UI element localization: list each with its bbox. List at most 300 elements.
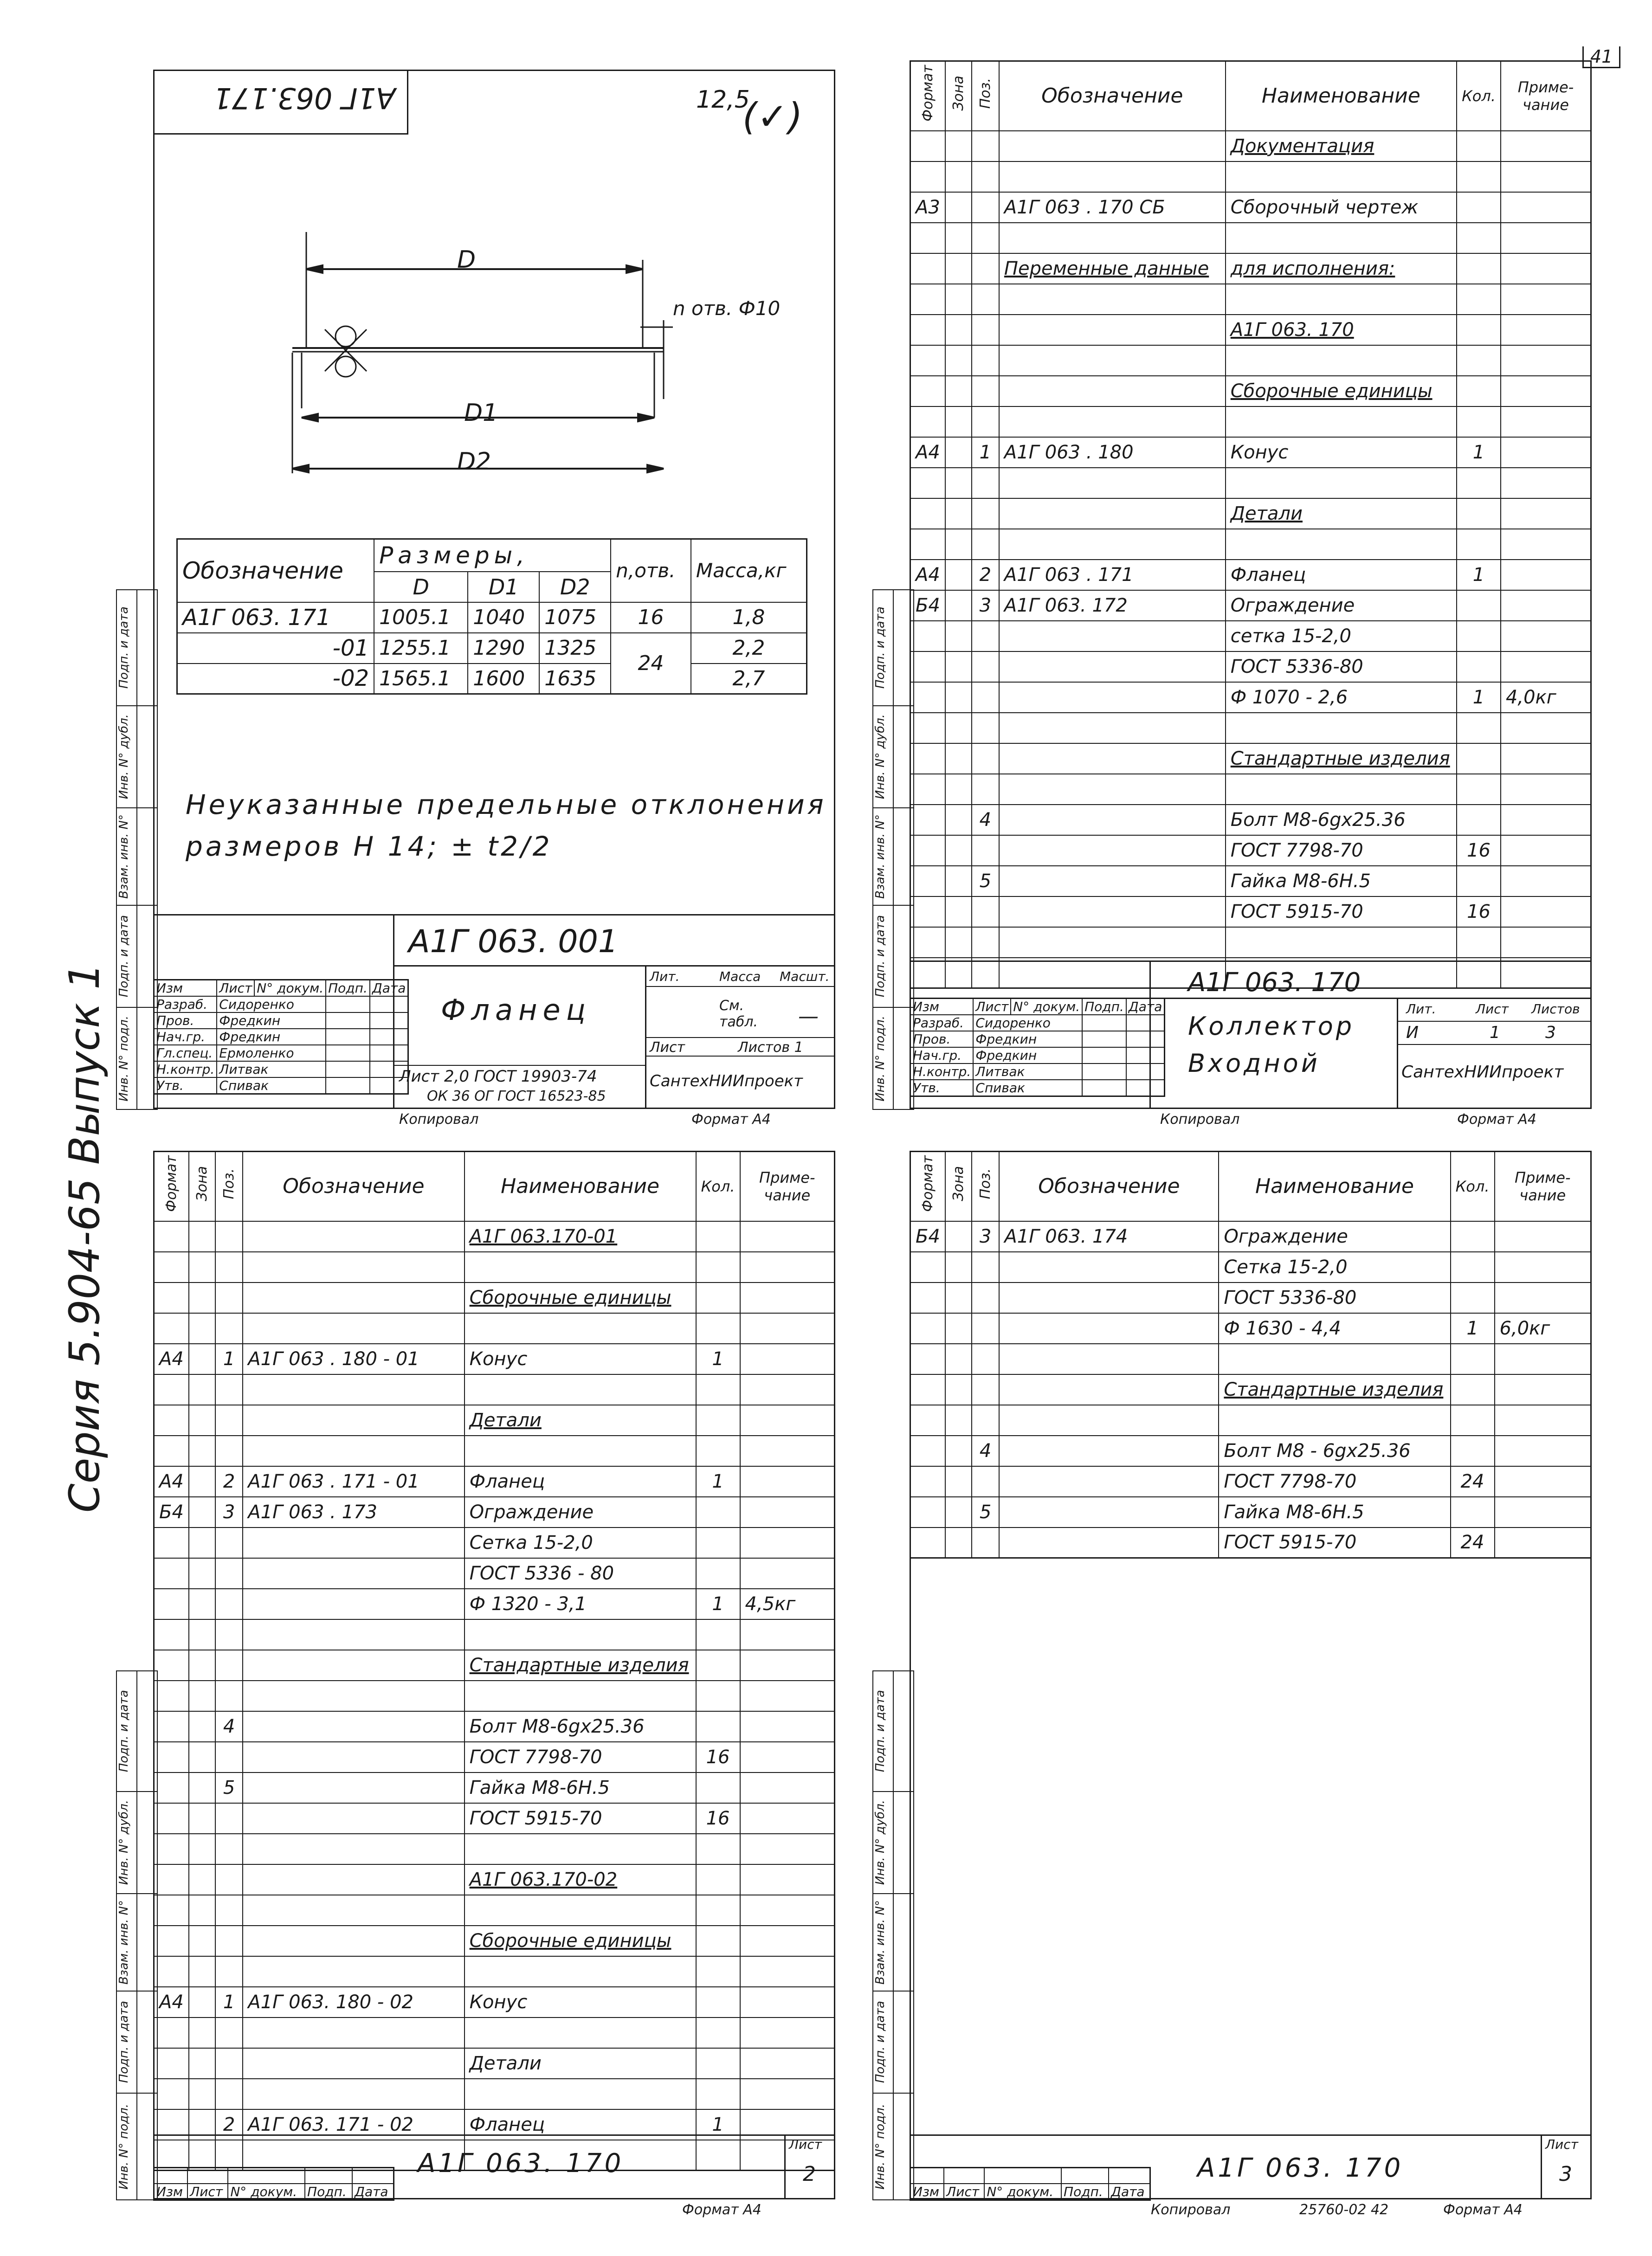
spec-cell-r <box>740 1283 835 1313</box>
spec-cell-p <box>972 284 999 315</box>
spec-cell-n <box>465 1956 696 1987</box>
spec-cell-z <box>189 1374 215 1405</box>
spec-row <box>910 345 1591 376</box>
spec-cell-r <box>1501 406 1591 437</box>
spec-cell-n <box>1226 223 1457 253</box>
spec-cell-d <box>999 1466 1219 1497</box>
spec-cell-r <box>1501 315 1591 345</box>
spec-cell-n <box>1219 1344 1450 1374</box>
tb-lit-value: И <box>1406 1023 1419 1042</box>
spec-cell-f <box>910 131 945 161</box>
spec-cell-p: 2 <box>972 560 999 590</box>
spec-cell-r <box>1501 896 1591 927</box>
spec-cell-q <box>1457 713 1501 743</box>
spec-cell-n <box>1226 529 1457 560</box>
spec-cell-z <box>945 406 972 437</box>
spec-cell-q <box>696 2079 740 2109</box>
spec-cell-d <box>999 529 1226 560</box>
spec-cell-n: ГОСТ 5915-70 <box>1226 896 1457 927</box>
spec-cell-n <box>465 1895 696 1926</box>
spec-cell-z <box>189 1926 215 1956</box>
spec-cell-z <box>189 1283 215 1313</box>
spec-cell-f <box>910 223 945 253</box>
spec-cell-r <box>740 1497 835 1528</box>
spec-cell-f <box>154 1895 189 1926</box>
tb-sheets: Листов 1 <box>738 1039 803 1056</box>
tb-hdr: Изм <box>154 2184 188 2200</box>
spec-cell-p: 4 <box>972 805 999 835</box>
spec-row <box>910 437 1591 468</box>
sizes-cell: 1600 <box>468 664 539 694</box>
spec-cell-r <box>740 1895 835 1926</box>
spec-header-format <box>154 1152 189 1221</box>
sizes-cell: 16 <box>611 602 691 633</box>
tb-hdr: Подп. <box>1082 999 1126 1015</box>
spec-cell-d <box>999 376 1226 406</box>
spec-cell-q: 1 <box>1457 682 1501 713</box>
spec-cell-z <box>945 682 972 713</box>
spec-cell-z <box>945 774 972 805</box>
spec-cell-p <box>972 651 999 682</box>
tb-person: Фредкин <box>973 1031 1082 1047</box>
tb-person: Фредкин <box>217 1029 326 1045</box>
sizes-cell: 1565.1 <box>374 664 468 694</box>
spec-cell-n: Сборочный чертеж <box>1226 192 1457 223</box>
spec-cell-f <box>154 2048 189 2079</box>
spec-cell-q <box>696 1681 740 1711</box>
spec-cell-z <box>945 284 972 315</box>
tb-hdr: Подп. <box>1061 2184 1109 2200</box>
spec-cell-z <box>189 1405 215 1436</box>
spec-cell-p <box>215 1405 243 1436</box>
spec-row <box>910 284 1591 315</box>
spec-cell-d <box>999 774 1226 805</box>
sheet-2-side-strip <box>872 589 914 1110</box>
spec-row <box>910 1466 1591 1497</box>
spec-cell-d <box>243 1956 464 1987</box>
spec-cell-d <box>999 345 1226 376</box>
spec-cell-z <box>945 896 972 927</box>
spec-cell-n <box>465 1252 696 1283</box>
spec-cell-z <box>189 1252 215 1283</box>
spec-header-pos <box>972 1152 1000 1221</box>
spec-cell-p <box>972 253 999 284</box>
spec-cell-z <box>945 437 972 468</box>
tb-sheets: Листов <box>1531 1001 1580 1017</box>
spec-cell-z <box>945 1466 972 1497</box>
spec-cell-f: А3 <box>910 192 945 223</box>
spec-cell-q <box>1457 866 1501 896</box>
spec-cell-n <box>1226 774 1457 805</box>
spec-header-note <box>1501 61 1591 131</box>
spec-cell-d <box>999 1528 1219 1558</box>
spec-row <box>154 1252 835 1283</box>
tb-number: 25760-02 42 <box>1299 2202 1389 2218</box>
spec-cell-f <box>910 1436 945 1466</box>
sizes-cell: 1005.1 <box>374 602 468 633</box>
spec-cell-r <box>740 1558 835 1589</box>
tb-role: Утв. <box>154 1077 217 1094</box>
spec-cell-q: 1 <box>696 1466 740 1497</box>
spec-cell-r <box>1501 774 1591 805</box>
dim-d2-label: D2 <box>457 448 491 476</box>
spec-cell-q <box>1457 927 1501 958</box>
spec-row <box>910 1344 1591 1374</box>
spec-cell-d <box>999 315 1226 345</box>
spec-cell-p <box>972 713 999 743</box>
spec-cell-d: Переменные данные <box>999 253 1226 284</box>
spec-cell-r <box>740 1987 835 2018</box>
spec-cell-q <box>1457 192 1501 223</box>
spec-cell-p <box>972 406 999 437</box>
spec-cell-d <box>999 406 1226 437</box>
spec-cell-p: 3 <box>972 1221 1000 1252</box>
tb-line <box>645 986 835 987</box>
spec-cell-f <box>154 1834 189 1864</box>
tb-lit: Лит. <box>650 969 680 984</box>
spec-cell-q <box>1457 805 1501 835</box>
sizes-cell: 1040 <box>468 602 539 633</box>
spec-row <box>910 376 1591 406</box>
sheet-4-signature-grid <box>910 2167 1151 2201</box>
tb-role: Пров. <box>154 1012 217 1029</box>
spec-cell-q <box>1451 1221 1495 1252</box>
series-label: Серия 5.904-65 Выпуск 1 <box>60 963 109 1513</box>
spec-cell-p: 1 <box>215 1344 243 1374</box>
spec-cell-n <box>1219 1405 1450 1436</box>
spec-cell-f <box>910 774 945 805</box>
spec-cell-z <box>945 713 972 743</box>
tb-copied: Копировал <box>399 1111 479 1128</box>
spec-cell-d <box>243 1619 464 1650</box>
spec-cell-d <box>999 1313 1219 1344</box>
spec-cell-f <box>910 345 945 376</box>
spec-row <box>154 1221 835 1252</box>
spec-cell-r <box>740 1681 835 1711</box>
spec-header-qty <box>696 1152 740 1221</box>
spec-cell-z <box>189 2048 215 2079</box>
spec-cell-z <box>189 1619 215 1650</box>
spec-cell-z <box>189 1803 215 1834</box>
spec-cell-f <box>910 896 945 927</box>
tb-person: Спивак <box>973 1080 1082 1096</box>
spec-header-note <box>740 1152 835 1221</box>
spec-cell-d <box>999 927 1226 958</box>
spec-cell-d: А1Г 063. 172 <box>999 590 1226 621</box>
spec-cell-p: 5 <box>972 1497 1000 1528</box>
spec-cell-p <box>972 1405 1000 1436</box>
spec-cell-z <box>945 253 972 284</box>
spec-cell-r <box>740 1374 835 1405</box>
spec-header-designation <box>999 61 1226 131</box>
spec-row <box>910 529 1591 560</box>
spec-cell-f <box>910 253 945 284</box>
tb-role: Гл.спец. <box>154 1045 217 1061</box>
side-label: Взам. инв. N° <box>117 814 131 899</box>
spec-cell-r <box>1501 927 1591 958</box>
spec-cell-z <box>945 529 972 560</box>
spec-cell-z <box>189 1681 215 1711</box>
spec-cell-d: А1Г 063. 180 - 02 <box>243 1987 464 2018</box>
spec-cell-p <box>972 223 999 253</box>
spec-cell-f <box>154 1926 189 1956</box>
tb-hdr: Изм <box>910 2184 944 2200</box>
sizes-table <box>176 538 807 695</box>
spec-cell-r <box>1501 131 1591 161</box>
spec-cell-r: 4,5кг <box>740 1589 835 1619</box>
spec-cell-p: 3 <box>972 590 999 621</box>
spec-cell-r: 4,0кг <box>1501 682 1591 713</box>
tb-format: Формат А4 <box>1457 1111 1536 1128</box>
spec-header-label: Формат <box>163 1155 180 1212</box>
spec-cell-z <box>189 1956 215 1987</box>
tb-format: Формат А4 <box>1443 2202 1523 2218</box>
spec-row <box>154 1558 835 1589</box>
side-label: Подп. и дата <box>117 915 131 998</box>
spec-row <box>154 1344 835 1374</box>
spec-row <box>154 2018 835 2048</box>
spec-row <box>154 1528 835 1558</box>
spec-cell-z <box>189 1528 215 1558</box>
spec-cell-q <box>1457 621 1501 651</box>
spec-cell-r <box>740 1619 835 1650</box>
spec-header-label: Наименование <box>1255 1174 1414 1199</box>
sheet-3-code: А1Г 063. 170 <box>418 2148 624 2179</box>
side-label: Инв. N° подл. <box>873 1015 887 1102</box>
spec-cell-z <box>945 1283 972 1313</box>
sheet-4-side-strip <box>872 1670 914 2200</box>
spec-cell-n <box>465 1374 696 1405</box>
spec-cell-p <box>215 1956 243 1987</box>
spec-cell-f <box>154 1650 189 1681</box>
spec-cell-f <box>910 927 945 958</box>
dim-d1-label: D1 <box>464 399 498 427</box>
spec-cell-z <box>945 927 972 958</box>
spec-cell-f <box>154 1711 189 1742</box>
side-label: Инв. N° дубл. <box>117 714 131 799</box>
tb-hdr: Изм <box>154 980 217 997</box>
spec-cell-d <box>243 1436 464 1466</box>
spec-cell-p <box>972 927 999 958</box>
spec-cell-q <box>1457 345 1501 376</box>
spec-cell-q <box>1457 498 1501 529</box>
spec-row <box>910 1497 1591 1528</box>
spec-cell-q <box>1457 223 1501 253</box>
spec-header-label: Зона <box>950 76 967 111</box>
spec-cell-f <box>910 621 945 651</box>
spec-cell-p: 5 <box>972 866 999 896</box>
spec-cell-p <box>972 743 999 774</box>
spec-cell-q <box>696 1895 740 1926</box>
spec-cell-p <box>972 131 999 161</box>
spec-cell-n: ГОСТ 7798-70 <box>1226 835 1457 866</box>
tb-hdr: Подп. <box>305 2184 352 2200</box>
tb-role: Пров. <box>910 1031 974 1047</box>
spec-header-label: Наименование <box>1261 84 1420 108</box>
spec-row <box>910 1221 1591 1252</box>
spec-cell-f <box>910 682 945 713</box>
spec-cell-f: Б4 <box>154 1497 189 1528</box>
spec-header-label: Зона <box>950 1166 967 1202</box>
spec-cell-p <box>972 835 999 866</box>
spec-cell-p <box>215 1650 243 1681</box>
spec-cell-d <box>243 1895 464 1926</box>
spec-cell-q <box>696 1528 740 1558</box>
side-label: Подп. и дата <box>873 915 887 998</box>
spec-cell-d <box>243 1834 464 1864</box>
spec-row <box>910 1313 1591 1344</box>
spec-cell-r <box>1501 560 1591 590</box>
spec-cell-q <box>696 1773 740 1803</box>
spec-cell-z <box>189 1834 215 1864</box>
spec-cell-p <box>215 2018 243 2048</box>
spec-header-zone <box>945 61 972 131</box>
spec-cell-f <box>910 805 945 835</box>
spec-cell-d: А1Г 063 . 180 <box>999 437 1226 468</box>
spec-row <box>910 713 1591 743</box>
spec-cell-n: Стандартные изделия <box>1226 743 1457 774</box>
spec-cell-z <box>945 131 972 161</box>
spec-row <box>910 1436 1591 1466</box>
spec-cell-d <box>999 743 1226 774</box>
spec-row <box>154 1987 835 2018</box>
spec-header-format <box>910 1152 945 1221</box>
spec-cell-d <box>999 621 1226 651</box>
spec-cell-q: 24 <box>1451 1466 1495 1497</box>
spec-row <box>910 192 1591 223</box>
tb-copied: Копировал <box>1160 1111 1240 1128</box>
spec-cell-n: А1Г 063.170-01 <box>465 1221 696 1252</box>
spec-cell-f <box>154 1528 189 1558</box>
spec-cell-d <box>999 1344 1219 1374</box>
spec-cell-n: Сетка 15-2,0 <box>1219 1252 1450 1283</box>
spec-cell-q <box>1457 590 1501 621</box>
spec-cell-z <box>189 1313 215 1344</box>
tb-hdr: N° докум. <box>1011 999 1082 1015</box>
spec-row <box>154 1773 835 1803</box>
tb-lit: Лит. <box>1406 1001 1436 1017</box>
spec-cell-d <box>999 896 1226 927</box>
spec-row <box>154 1803 835 1834</box>
spec-cell-q <box>1457 131 1501 161</box>
spec-cell-z <box>189 1650 215 1681</box>
tb-sheet: Лист <box>1545 2137 1578 2152</box>
spec-cell-d <box>999 866 1226 896</box>
sizes-header-holes: n,отв. <box>611 539 691 602</box>
spec-cell-z <box>945 1221 972 1252</box>
spec-cell-r <box>740 2079 835 2109</box>
spec-cell-n: сетка 15-2,0 <box>1226 621 1457 651</box>
spec-cell-p: 1 <box>972 437 999 468</box>
spec-cell-z <box>945 1313 972 1344</box>
spec-cell-f <box>910 713 945 743</box>
spec-cell-d <box>243 1681 464 1711</box>
spec-cell-n: Конус <box>465 1987 696 2018</box>
tb-role: Нач.гр. <box>910 1047 974 1064</box>
spec-row <box>910 590 1591 621</box>
spec-header-label: Приме-чание <box>1517 78 1574 114</box>
spec-cell-d <box>999 223 1226 253</box>
tb-sheet: Лист <box>1476 1001 1509 1017</box>
side-label: Инв. N° дубл. <box>117 1800 131 1885</box>
sheet-2-name-2: Входной <box>1188 1049 1320 1078</box>
sheet-2-spec-table <box>910 60 1592 989</box>
side-label: Взам. инв. N° <box>873 814 887 899</box>
spec-cell-r <box>1495 1252 1591 1283</box>
tb-format: Формат А4 <box>682 2202 761 2218</box>
side-label: Подп. и дата <box>117 1690 131 1773</box>
spec-cell-n <box>465 1436 696 1466</box>
spec-cell-n: ГОСТ 5915-70 <box>465 1803 696 1834</box>
tb-role: Нач.гр. <box>154 1029 217 1045</box>
tb-hdr: Дата <box>352 2184 394 2200</box>
spec-cell-d <box>999 1497 1219 1528</box>
spec-cell-z <box>189 1864 215 1895</box>
spec-cell-f <box>154 1773 189 1803</box>
spec-cell-q: 1 <box>696 1589 740 1619</box>
sheet-1-code: А1Г 063. 001 <box>408 923 619 960</box>
spec-header-zone <box>945 1152 972 1221</box>
spec-cell-d <box>243 1773 464 1803</box>
spec-header-format <box>910 61 945 131</box>
tb-hdr: Дата <box>370 980 408 997</box>
spec-cell-q: 1 <box>1451 1313 1495 1344</box>
tb-hdr: Лист <box>187 2184 228 2200</box>
sheet-3-signature-grid <box>153 2167 394 2201</box>
spec-cell-d <box>999 1374 1219 1405</box>
spec-cell-z <box>945 376 972 406</box>
spec-cell-r <box>1495 1436 1591 1466</box>
spec-cell-d: А1Г 063 . 173 <box>243 1497 464 1528</box>
side-label: Взам. инв. N° <box>873 1900 887 1985</box>
spec-cell-q <box>696 1864 740 1895</box>
spec-cell-n <box>465 1834 696 1864</box>
spec-cell-n: Стандартные изделия <box>465 1650 696 1681</box>
spec-cell-f: А4 <box>154 1987 189 2018</box>
tb-hdr: Лист <box>217 980 254 997</box>
spec-cell-d <box>999 284 1226 315</box>
sizes-header-d: D <box>374 572 468 602</box>
side-label: Подп. и дата <box>873 1690 887 1773</box>
spec-row <box>910 223 1591 253</box>
spec-cell-d <box>999 1405 1219 1436</box>
tb-scale: Масшт. <box>780 969 830 984</box>
spec-cell-r <box>1501 498 1591 529</box>
spec-row <box>154 1895 835 1926</box>
spec-cell-q <box>696 1405 740 1436</box>
spec-cell-r <box>1501 590 1591 621</box>
spec-cell-r <box>1501 468 1591 498</box>
spec-cell-r <box>740 1773 835 1803</box>
sheet-1-side-strip <box>116 589 158 1110</box>
spec-cell-d <box>999 713 1226 743</box>
spec-cell-z <box>945 1528 972 1558</box>
spec-header-name <box>465 1152 696 1221</box>
spec-cell-d <box>243 1650 464 1681</box>
spec-cell-n: Ограждение <box>1219 1221 1450 1252</box>
spec-cell-d: А1Г 063 . 170 СБ <box>999 192 1226 223</box>
spec-cell-z <box>189 2079 215 2109</box>
tb-sheet-value: 2 <box>803 2162 816 2186</box>
spec-cell-z <box>189 2018 215 2048</box>
sheet-2-code: А1Г 063. 170 <box>1188 967 1361 998</box>
tb-person: Фредкин <box>973 1047 1082 1064</box>
spec-cell-p: 4 <box>215 1711 243 1742</box>
tb-copied: Копировал <box>1151 2202 1231 2218</box>
spec-row <box>910 498 1591 529</box>
tb-person: Литвак <box>217 1061 326 1077</box>
spec-cell-n: Болт М8-6gх25.36 <box>465 1711 696 1742</box>
